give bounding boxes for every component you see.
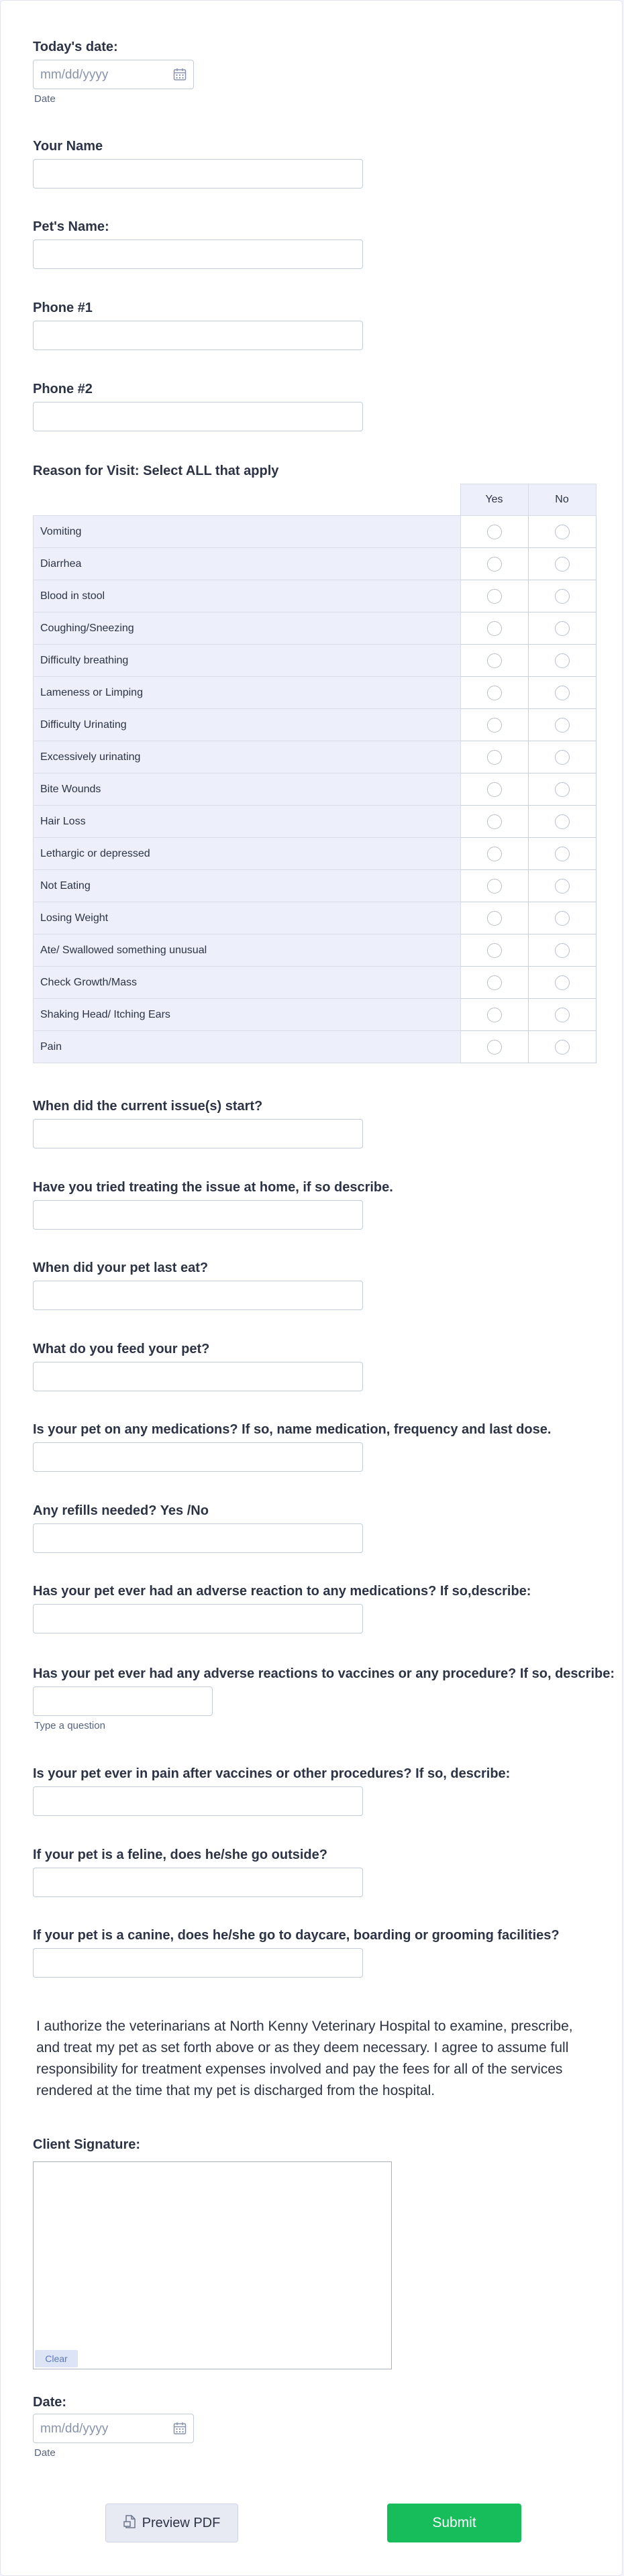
matrix-cell-no[interactable] (528, 967, 596, 999)
matrix-row-label: Blood in stool (34, 580, 461, 612)
radio-yes[interactable] (487, 847, 502, 861)
radio-yes[interactable] (487, 653, 502, 668)
matrix-row-label: Coughing/Sneezing (34, 612, 461, 645)
question-label: When did the current issue(s) start? (33, 1099, 263, 1114)
preview-pdf-button[interactable] (105, 2504, 238, 2542)
your-name-label: Your Name (33, 139, 103, 154)
radio-no[interactable] (555, 1040, 570, 1055)
question-field (33, 1180, 393, 1195)
question-input[interactable] (33, 1868, 363, 1897)
radio-yes[interactable] (487, 525, 502, 539)
matrix-cell-yes[interactable] (460, 806, 528, 838)
phone-1-field (33, 301, 93, 316)
phone-2-label: Phone #2 (33, 382, 93, 396)
matrix-row-label: Ate/ Swallowed something unusual (34, 934, 461, 967)
question-input[interactable] (33, 1362, 363, 1391)
question-input[interactable] (33, 1200, 363, 1230)
matrix-cell-no[interactable] (528, 645, 596, 677)
today-date-sublabel: Date (34, 93, 56, 105)
matrix-row-label: Check Growth/Mass (34, 967, 461, 999)
matrix-row-label: Pain (34, 1031, 461, 1063)
matrix-cell-no[interactable] (528, 709, 596, 741)
bottom-date-input[interactable] (33, 2414, 194, 2443)
matrix-cell-no[interactable] (528, 548, 596, 580)
question-label: What do you feed your pet? (33, 1341, 210, 1356)
matrix-cell-no[interactable] (528, 838, 596, 870)
matrix-row (34, 741, 596, 773)
signature-field (33, 2137, 141, 2364)
question-label: Have you tried treating the issue at home, if so describe. (33, 1179, 393, 1195)
bottom-date-field (33, 2395, 109, 2459)
matrix-cell-no[interactable] (528, 870, 596, 902)
matrix-cell-no[interactable] (528, 516, 596, 548)
question-input[interactable] (33, 1442, 363, 1472)
matrix-cell-no[interactable] (528, 999, 596, 1031)
question-field (33, 1847, 327, 1863)
matrix-cell-yes[interactable] (460, 773, 528, 806)
matrix-row (34, 548, 596, 580)
question-input[interactable] (33, 1523, 363, 1553)
vaccine-reaction-sublabel: Type a question (34, 1720, 105, 1731)
matrix-row-label: Lethargic or depressed (34, 838, 461, 870)
phone-2-field (33, 382, 93, 397)
preview-pdf-label: Preview PDF (142, 2516, 221, 2530)
matrix-row (34, 516, 596, 548)
question-field (33, 1766, 510, 1782)
matrix-col-yes: Yes (460, 484, 528, 516)
matrix-cell-no[interactable] (528, 773, 596, 806)
radio-yes[interactable] (487, 589, 502, 604)
matrix-row (34, 773, 596, 806)
calendar-icon[interactable] (173, 68, 187, 81)
radio-no[interactable] (555, 943, 570, 958)
matrix-row-label: Not Eating (34, 870, 461, 902)
matrix-row (34, 645, 596, 677)
matrix-row (34, 806, 596, 838)
vaccine-reaction-input[interactable] (33, 1686, 213, 1716)
question-field (33, 1422, 551, 1438)
matrix-row-label: Shaking Head/ Itching Ears (34, 999, 461, 1031)
question-label: Is your pet ever in pain after vaccines or other procedures? If so, describe: (33, 1766, 511, 1781)
matrix-row (34, 1031, 596, 1063)
radio-yes[interactable] (487, 975, 502, 990)
matrix-row (34, 580, 596, 612)
today-date-label: Today's date: (33, 40, 118, 54)
submit-button[interactable]: Submit (387, 2504, 521, 2542)
matrix-row (34, 934, 596, 967)
matrix-row (34, 709, 596, 741)
today-date-field (33, 40, 118, 105)
pet-name-label: Pet's Name: (33, 219, 109, 234)
radio-yes[interactable] (487, 1040, 502, 1055)
matrix-cell-no[interactable] (528, 677, 596, 709)
radio-yes[interactable] (487, 943, 502, 958)
signature-clear-button[interactable]: Clear (35, 2350, 78, 2367)
radio-no[interactable] (555, 589, 570, 604)
signature-label: Client Signature: (33, 2137, 141, 2152)
matrix-cell-no[interactable] (528, 806, 596, 838)
vaccine-reaction-label: Has your pet ever had any adverse reactions to vaccines or any procedure? If so, describe: (33, 1666, 615, 1681)
matrix-cell-yes[interactable] (460, 870, 528, 902)
radio-no[interactable] (555, 975, 570, 990)
phone-1-label: Phone #1 (33, 301, 93, 315)
question-input[interactable] (33, 1119, 363, 1148)
matrix-cell-no[interactable] (528, 612, 596, 645)
phone-2-input[interactable] (33, 402, 363, 431)
radio-yes[interactable] (487, 814, 502, 829)
matrix-row-label: Difficulty Urinating (34, 709, 461, 741)
matrix-cell-yes[interactable] (460, 967, 528, 999)
radio-yes[interactable] (487, 879, 502, 894)
question-label: Is your pet on any medications? If so, name medication, frequency and last dose. (33, 1422, 552, 1437)
matrix-cell-no[interactable] (528, 934, 596, 967)
matrix-cell-no[interactable] (528, 902, 596, 934)
matrix-row (34, 677, 596, 709)
radio-yes[interactable] (487, 1008, 502, 1022)
today-date-placeholder: mm/dd/yyyy (40, 68, 109, 82)
signature-pad[interactable] (33, 2161, 392, 2369)
pet-name-input[interactable] (33, 239, 363, 269)
matrix-cell-yes[interactable] (460, 709, 528, 741)
question-field (33, 1503, 209, 1519)
matrix-cell-yes[interactable] (460, 1031, 528, 1063)
matrix-cell-yes[interactable] (460, 999, 528, 1031)
question-input[interactable] (33, 1604, 363, 1633)
matrix-cell-yes[interactable] (460, 677, 528, 709)
consent-text: I authorize the veterinarians at North Kenny Veterinary Hospital to examine, prescribe, and treat my pet as set forth above or as they deem necessary. I agree to assume full responsibility for treatment expenses involved and pay the fees for all of the services rendered at the time that my pet is discharged from the hospital. (36, 2019, 573, 2098)
radio-no[interactable] (555, 718, 570, 733)
matrix-row (34, 838, 596, 870)
phone-1-input[interactable] (33, 321, 363, 350)
radio-yes[interactable] (487, 718, 502, 733)
radio-no[interactable] (555, 1008, 570, 1022)
matrix-cell-yes[interactable] (460, 580, 528, 612)
radio-yes[interactable] (487, 557, 502, 572)
pdf-file-icon (123, 2515, 136, 2530)
calendar-icon[interactable] (173, 2422, 187, 2435)
bottom-date-sublabel: Date (34, 2447, 56, 2459)
radio-no[interactable] (555, 814, 570, 829)
matrix-cell-yes[interactable] (460, 645, 528, 677)
matrix-row-label: Hair Loss (34, 806, 461, 838)
matrix-row-label: Lameness or Limping (34, 677, 461, 709)
matrix-cell-yes[interactable] (460, 741, 528, 773)
radio-no[interactable] (555, 525, 570, 539)
question-field (33, 1260, 208, 1276)
radio-no[interactable] (555, 750, 570, 765)
matrix-cell-yes[interactable] (460, 838, 528, 870)
reason-field (33, 464, 278, 479)
matrix-row-label: Diarrhea (34, 548, 461, 580)
matrix-row-label: Excessively urinating (34, 741, 461, 773)
radio-no[interactable] (555, 653, 570, 668)
radio-no[interactable] (555, 686, 570, 700)
matrix-row-label: Difficulty breathing (34, 645, 461, 677)
question-input[interactable] (33, 1281, 363, 1310)
matrix-row (34, 870, 596, 902)
matrix-row-label: Losing Weight (34, 902, 461, 934)
question-label: Has your pet ever had an adverse reaction to any medications? If so,describe: (33, 1584, 531, 1599)
question-field (33, 1099, 262, 1114)
matrix-row-label: Bite Wounds (34, 773, 461, 806)
radio-yes[interactable] (487, 911, 502, 926)
reason-label: Reason for Visit: Select ALL that apply (33, 464, 279, 478)
question-field (33, 1342, 209, 1357)
radio-yes[interactable] (487, 686, 502, 700)
matrix-cell-yes[interactable] (460, 934, 528, 967)
question-label: If your pet is a feline, does he/she go outside? (33, 1847, 327, 1862)
matrix-cell-no[interactable] (528, 1031, 596, 1063)
matrix-row (34, 967, 596, 999)
matrix-cell-yes[interactable] (460, 516, 528, 548)
question-label: If your pet is a canine, does he/she go to daycare, boarding or grooming facilities? (33, 1928, 560, 1943)
matrix-row (34, 612, 596, 645)
bottom-date-placeholder: mm/dd/yyyy (40, 2422, 109, 2436)
matrix-cell-yes[interactable] (460, 548, 528, 580)
matrix-cell-yes[interactable] (460, 612, 528, 645)
question-label: Any refills needed? Yes /No (33, 1503, 209, 1518)
radio-no[interactable] (555, 782, 570, 797)
vaccine-reaction-field (33, 1666, 615, 1731)
matrix-cell-yes[interactable] (460, 902, 528, 934)
matrix-corner (34, 484, 461, 516)
bottom-date-label: Date: (33, 2395, 67, 2410)
radio-yes[interactable] (487, 750, 502, 765)
matrix-cell-no[interactable] (528, 580, 596, 612)
reason-matrix (33, 484, 596, 1063)
question-input[interactable] (33, 1786, 363, 1816)
matrix-row-label: Vomiting (34, 516, 461, 548)
radio-no[interactable] (555, 879, 570, 894)
your-name-input[interactable] (33, 159, 363, 189)
question-field (33, 1928, 560, 1943)
matrix-row (34, 902, 596, 934)
radio-no[interactable] (555, 911, 570, 926)
radio-yes[interactable] (487, 782, 502, 797)
radio-no[interactable] (555, 557, 570, 572)
question-field (33, 1584, 531, 1599)
your-name-field (33, 139, 103, 154)
matrix-col-no: No (528, 484, 596, 516)
matrix-row (34, 999, 596, 1031)
question-input[interactable] (33, 1948, 363, 1978)
radio-yes[interactable] (487, 621, 502, 636)
question-label: When did your pet last eat? (33, 1260, 209, 1275)
radio-no[interactable] (555, 847, 570, 861)
matrix-cell-no[interactable] (528, 741, 596, 773)
today-date-input[interactable] (33, 60, 194, 89)
radio-no[interactable] (555, 621, 570, 636)
pet-name-field (33, 219, 109, 235)
